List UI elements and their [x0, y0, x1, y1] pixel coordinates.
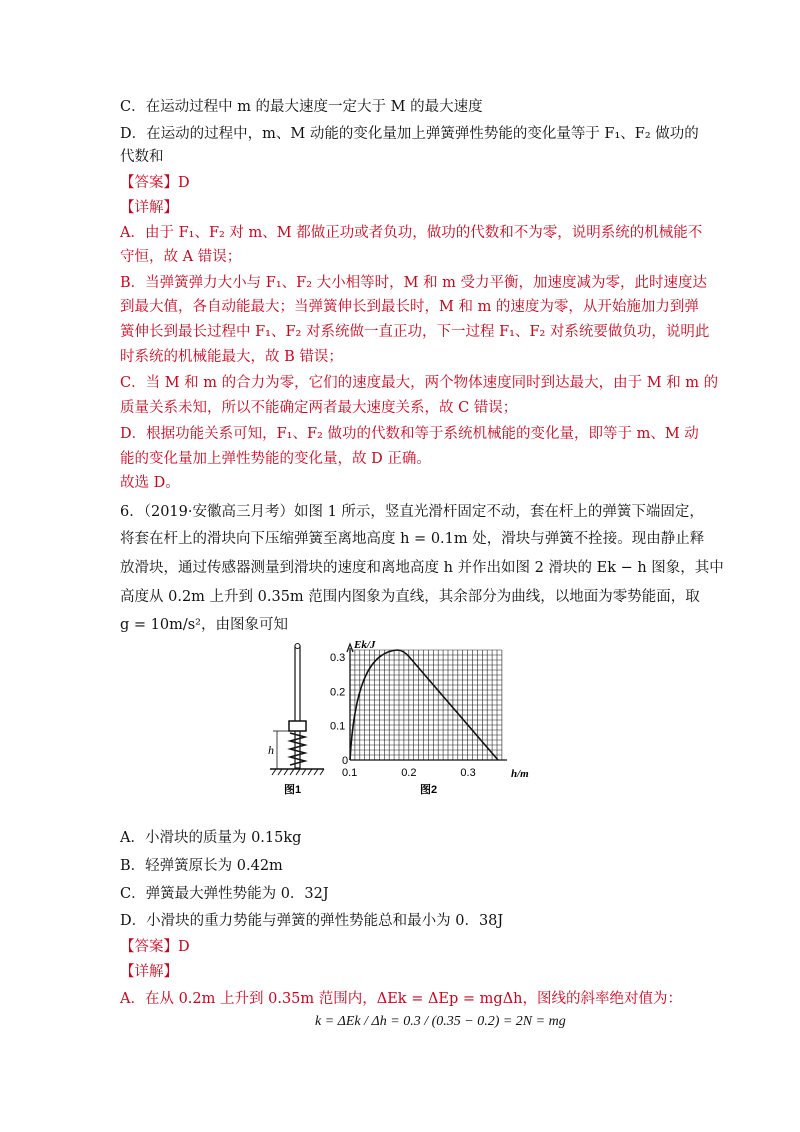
ground-hatch: [272, 769, 324, 775]
fig1-label: 图1: [284, 784, 302, 796]
explain-b-line2: 到最大值，各自动能最大；当弹簧伸长到最长时，M 和 m 的速度为零，从开始施加力到弹: [120, 299, 699, 315]
figure-svg: [262, 636, 552, 806]
explain-a-line1: A．由于 F₁、F₂ 对 m、M 都做正功或者负功，做功的代数和不为零，说明系统的机械能不: [120, 225, 703, 241]
chart-grid: [350, 650, 502, 760]
answer-1: 【答案】D: [120, 175, 190, 191]
option-b: B．轻弹簧原长为 0.42m: [120, 858, 283, 874]
x-tick-label: 0.3: [460, 767, 476, 779]
y-axis-label: Ek/J: [354, 639, 376, 651]
fig2-label: 图2: [420, 784, 438, 796]
y-tick-label: 0.1: [330, 720, 346, 733]
y-tick-labels: [330, 652, 348, 767]
explain-a2: A．在从 0.2m 上升到 0.35m 范围内，ΔEk = ΔEp = mgΔh，图线的斜率绝对值为：: [120, 991, 683, 1007]
q6-line1: 6．（2019·安徽高三月考）如图 1 所示，竖直光滑杆固定不动，套在杆上的弹簧下端固定，: [120, 504, 704, 520]
y-tick-label: 0.2: [330, 686, 346, 699]
x-tick-label: 0.2: [401, 767, 417, 779]
explain-d-line2: 能的变化量加上弹性势能的变化量，故 D 正确。: [120, 451, 431, 467]
figure-area: [262, 636, 552, 806]
explain-d-line1: D．根据功能关系可知，F₁、F₂ 做功的代数和等于系统机械能的变化量，即等于 m、M 动: [120, 426, 699, 442]
option-c2: C．弹簧最大弹性势能为 0．32J: [120, 886, 329, 902]
option-d-line1: D．在运动的过程中，m、M 动能的变化量加上弹簧弹性势能的变化量等于 F₁、F₂ 做功的: [120, 126, 699, 142]
rod-top: [295, 644, 300, 649]
q6-line2: 将套在杆上的滑块向下压缩弹簧至离地高度 h = 0.1m 处，滑块与弹簧不拴接。现由静止释: [120, 531, 705, 547]
answer-2: 【答案】D: [120, 939, 190, 955]
choose-d: 故选 D。: [120, 475, 180, 491]
explain-a-line2: 守恒，故 A 错误；: [120, 249, 242, 265]
x-tick-label: 0.1: [342, 767, 358, 779]
apparatus-figure: [268, 644, 324, 797]
vertical-rod: [295, 646, 300, 768]
h-label: h: [268, 743, 274, 757]
y-tick-label: 0: [342, 755, 349, 767]
ek-h-chart: [330, 639, 529, 796]
option-c: C．在运动过程中 m 的最大速度一定大于 M 的最大速度: [120, 99, 483, 115]
explain-c-line1: C．当 M 和 m 的合力为零，它们的速度最大，两个物体速度同时到达最大，由于 M 和 m 的: [120, 375, 719, 391]
q6-line4: 高度从 0.2m 上升到 0.35m 范围内图象为直线，其余部分为曲线，以地面为零势能面，取: [120, 589, 700, 605]
explain-b-line4: 时系统的机械能最大，故 B 错误；: [120, 349, 343, 365]
explain-b-line1: B．当弹簧弹力大小与 F₁、F₂ 大小相等时，M 和 m 受力平衡，加速度减为零，此时速度达: [120, 275, 708, 291]
x-axis-label: h/m: [511, 768, 529, 780]
detail-heading-1: 【详解】: [120, 200, 178, 216]
x-tick-labels: [342, 767, 476, 779]
q6-line5: g = 10m/s²，由图象可知: [120, 617, 288, 633]
y-tick-label: 0.3: [330, 651, 346, 664]
explain-b-line3: 簧伸长到最长过程中 F₁、F₂ 对系统做一直正功，下一过程 F₁、F₂ 对系统要做负功，说明此: [120, 324, 710, 340]
detail-heading-2: 【详解】: [120, 964, 178, 980]
option-a: A．小滑块的质量为 0.15kg: [120, 830, 302, 846]
explain-c-line2: 质量关系未知，所以不能确定两者最大速度关系，故 C 错误；: [120, 400, 518, 416]
slider-block: [289, 721, 306, 731]
option-d2: D．小滑块的重力势能与弹簧的弹性势能总和最小为 0．38J: [120, 913, 504, 929]
formula-k: k = ΔEk / Δh = 0.3 / (0.35 − 0.2) = 2N = mg: [315, 1014, 566, 1029]
option-d-line2: 代数和: [120, 149, 164, 165]
q6-line3: 放滑块，通过传感器测量到滑块的速度和离地高度 h 并作出如图 2 滑块的 Ek − h 图象，其中: [120, 560, 724, 576]
